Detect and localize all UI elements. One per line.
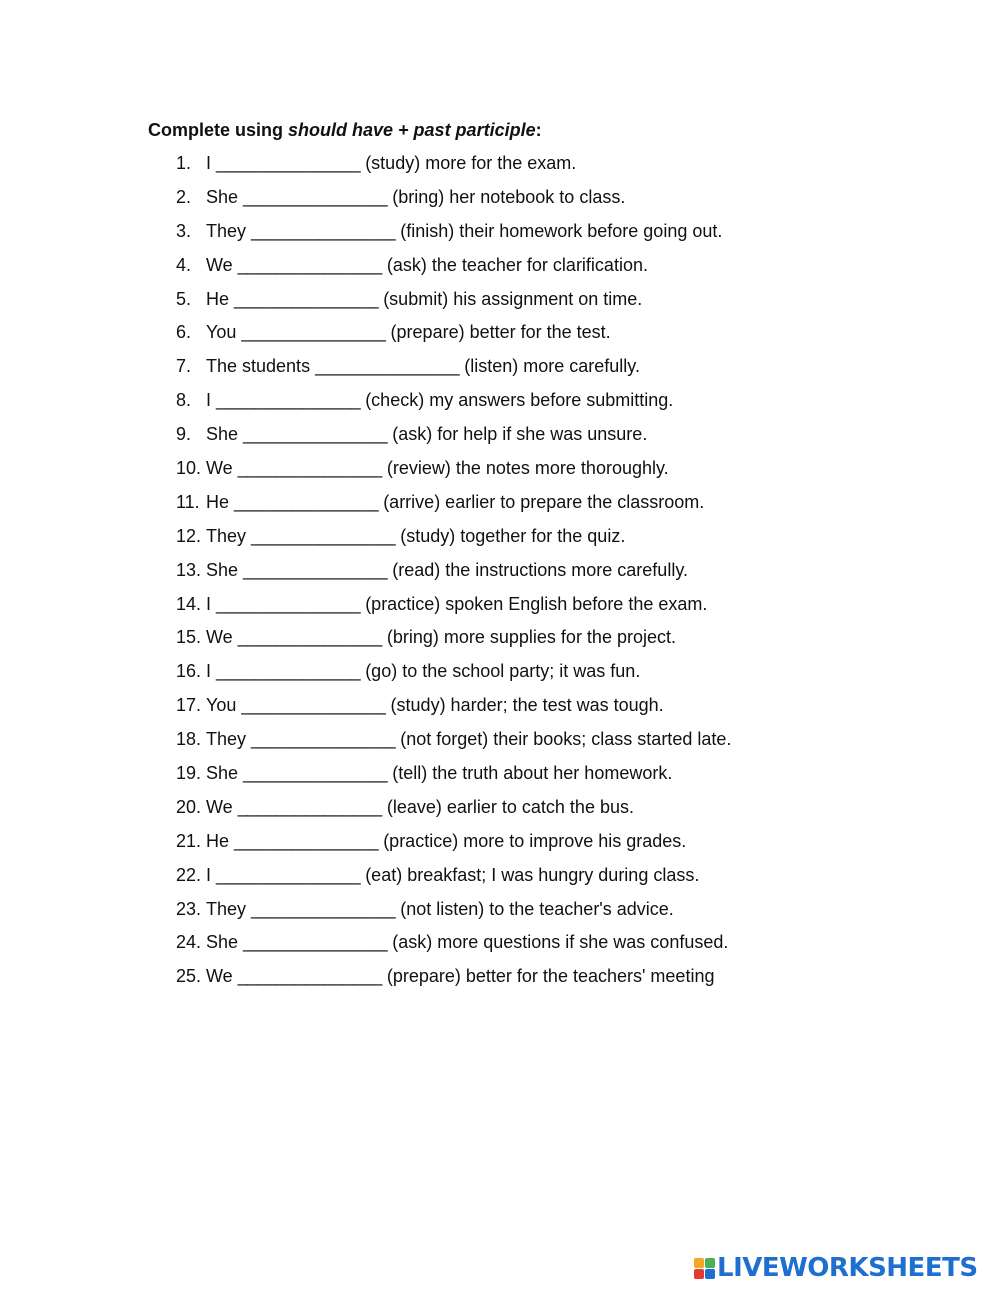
exercise-subject: I <box>206 153 212 173</box>
exercise-number: 13. <box>176 559 202 580</box>
exercise-text: (not listen) to the teacher's advice. <box>400 898 674 919</box>
exercise-subject: I <box>206 661 212 682</box>
exercise-item <box>176 930 731 964</box>
answer-blank[interactable]: _______________ <box>216 390 361 411</box>
exercise-number: 19. <box>176 763 202 784</box>
exercise-text: (bring) more supplies for the project. <box>386 627 676 648</box>
exercise-number: 7. <box>176 356 192 377</box>
exercise-text: (practice) more to improve his grades. <box>383 830 687 851</box>
answer-blank[interactable]: _______________ <box>241 695 386 716</box>
exercise-subject: They <box>206 898 247 919</box>
exercise-item <box>176 863 731 897</box>
exercise-subject: She <box>206 559 239 580</box>
answer-blank[interactable]: _______________ <box>237 966 382 987</box>
answer-blank[interactable]: _______________ <box>251 729 396 750</box>
exercise-item <box>176 524 731 558</box>
exercise-subject: They <box>206 525 247 546</box>
exercise-number: 17. <box>176 695 202 716</box>
exercise-subject: She <box>206 932 239 953</box>
answer-blank[interactable]: _______________ <box>234 830 379 851</box>
instruction-heading <box>148 118 542 142</box>
exercise-number: 8. <box>176 390 192 411</box>
answer-blank[interactable]: _______________ <box>216 153 361 173</box>
exercise-number: 21. <box>176 830 202 851</box>
exercise-subject: I <box>206 593 212 614</box>
exercise-item <box>176 219 731 253</box>
exercise-text: (ask) the teacher for clarification. <box>386 254 648 275</box>
exercise-subject: We <box>206 966 233 987</box>
exercise-text: (listen) more carefully. <box>464 356 640 377</box>
answer-blank[interactable]: _______________ <box>251 525 396 546</box>
answer-blank[interactable]: _______________ <box>216 593 361 614</box>
exercise-subject: We <box>206 627 233 648</box>
exercise-subject: You <box>206 695 237 716</box>
exercise-subject: She <box>206 186 239 207</box>
exercise-item <box>176 253 731 287</box>
exercise-number: 10. <box>176 458 202 479</box>
exercise-text: (arrive) earlier to prepare the classroom. <box>383 491 705 512</box>
exercise-subject: They <box>206 729 247 750</box>
exercise-text: (tell) the truth about her homework. <box>392 763 673 784</box>
logo-text: LIVEWORKSHEETS <box>717 1253 978 1283</box>
exercise-number: 14. <box>176 593 202 614</box>
exercise-number: 4. <box>176 254 192 275</box>
logo-mark-square <box>694 1258 704 1268</box>
exercise-item <box>176 151 731 185</box>
exercise-number: 22. <box>176 864 202 885</box>
exercise-subject: He <box>206 830 230 851</box>
exercise-number: 5. <box>176 288 192 309</box>
exercise-text: (study) together for the quiz. <box>400 525 626 546</box>
exercise-text: (ask) for help if she was unsure. <box>392 424 648 445</box>
exercise-item <box>176 456 731 490</box>
answer-blank[interactable]: _______________ <box>241 322 386 343</box>
exercise-text: (not forget) their books; class started late. <box>400 729 732 750</box>
exercise-text: (prepare) better for the teachers' meeting <box>386 966 715 987</box>
instruction-suffix: : <box>535 120 542 140</box>
exercise-number: 25. <box>176 966 202 987</box>
exercise-text: (bring) her notebook to class. <box>392 186 626 207</box>
instruction-prefix: Complete using <box>148 120 289 140</box>
exercise-item <box>176 320 731 354</box>
logo-mark-square <box>705 1269 715 1279</box>
exercise-number: 9. <box>176 424 192 445</box>
answer-blank[interactable]: _______________ <box>237 458 382 479</box>
exercise-item <box>176 490 731 524</box>
logo-mark-icon <box>694 1258 715 1279</box>
exercise-text: (read) the instructions more carefully. <box>392 559 688 580</box>
answer-blank[interactable]: _______________ <box>216 864 361 885</box>
exercise-subject: We <box>206 254 233 275</box>
exercise-subject: He <box>206 491 230 512</box>
exercise-subject: The students <box>206 356 311 377</box>
exercise-item <box>176 659 731 693</box>
exercise-text: (ask) more questions if she was confused. <box>392 932 729 953</box>
exercise-text: (study) harder; the test was tough. <box>390 695 664 716</box>
exercise-text: (finish) their homework before going out. <box>400 220 723 241</box>
exercise-number: 16. <box>176 661 202 682</box>
exercise-text: (review) the notes more thoroughly. <box>386 458 669 479</box>
answer-blank[interactable]: _______________ <box>315 356 460 377</box>
exercise-number: 12. <box>176 525 202 546</box>
liveworksheets-logo <box>694 1253 978 1283</box>
exercise-item <box>176 592 731 626</box>
exercise-text: (go) to the school party; it was fun. <box>365 661 641 682</box>
exercise-text: (check) my answers before submitting. <box>365 390 674 411</box>
exercise-text: (study) more for the exam. <box>365 153 577 173</box>
exercise-item <box>176 185 731 219</box>
exercise-item <box>176 388 731 422</box>
exercise-number: 2. <box>176 186 192 207</box>
exercise-subject: He <box>206 288 230 309</box>
exercise-item <box>176 829 731 863</box>
logo-mark-square <box>705 1258 715 1268</box>
exercise-item <box>176 897 731 931</box>
exercise-subject: I <box>206 390 212 411</box>
exercise-number: 15. <box>176 627 202 648</box>
answer-blank[interactable]: _______________ <box>243 559 388 580</box>
exercise-text: (prepare) better for the test. <box>390 322 611 343</box>
answer-blank[interactable]: _______________ <box>243 424 388 445</box>
exercise-subject: I <box>206 864 212 885</box>
instruction-emphasis: should have + past participle <box>288 120 536 140</box>
exercise-item <box>176 964 731 998</box>
exercise-number: 24. <box>176 932 202 953</box>
answer-blank[interactable]: _______________ <box>234 288 379 309</box>
exercise-list <box>176 151 731 998</box>
exercise-item <box>176 625 731 659</box>
exercise-number: 20. <box>176 796 202 817</box>
exercise-item <box>176 761 731 795</box>
answer-blank[interactable]: _______________ <box>237 627 382 648</box>
exercise-text: (eat) breakfast; I was hungry during class. <box>365 864 700 885</box>
answer-blank[interactable]: _______________ <box>237 796 382 817</box>
exercise-text: (submit) his assignment on time. <box>383 288 643 309</box>
answer-blank[interactable]: _______________ <box>234 491 379 512</box>
answer-blank[interactable]: _______________ <box>243 186 388 207</box>
exercise-number: 18. <box>176 729 202 750</box>
exercise-subject: She <box>206 424 239 445</box>
exercise-item <box>176 727 731 761</box>
answer-blank[interactable]: _______________ <box>243 763 388 784</box>
logo-mark-square <box>694 1269 704 1279</box>
exercise-subject: They <box>206 220 247 241</box>
exercise-item <box>176 422 731 456</box>
answer-blank[interactable]: _______________ <box>243 932 388 953</box>
exercise-text: (leave) earlier to catch the bus. <box>386 796 634 817</box>
exercise-subject: You <box>206 322 237 343</box>
exercise-number: 3. <box>176 220 192 241</box>
exercise-subject: We <box>206 796 233 817</box>
exercise-number: 11. <box>176 491 200 512</box>
exercise-number: 23. <box>176 898 202 919</box>
answer-blank[interactable]: _______________ <box>251 220 396 241</box>
exercise-number: 1. <box>176 153 192 173</box>
exercise-text: (practice) spoken English before the exam. <box>365 593 708 614</box>
exercise-item <box>176 354 731 388</box>
exercise-item <box>176 558 731 592</box>
exercise-item <box>176 693 731 727</box>
answer-blank[interactable]: _______________ <box>237 254 382 275</box>
exercise-subject: She <box>206 763 239 784</box>
exercise-subject: We <box>206 458 233 479</box>
exercise-item <box>176 287 731 321</box>
answer-blank[interactable]: _______________ <box>251 898 396 919</box>
answer-blank[interactable]: _______________ <box>216 661 361 682</box>
exercise-number: 6. <box>176 322 192 343</box>
exercise-item <box>176 795 731 829</box>
